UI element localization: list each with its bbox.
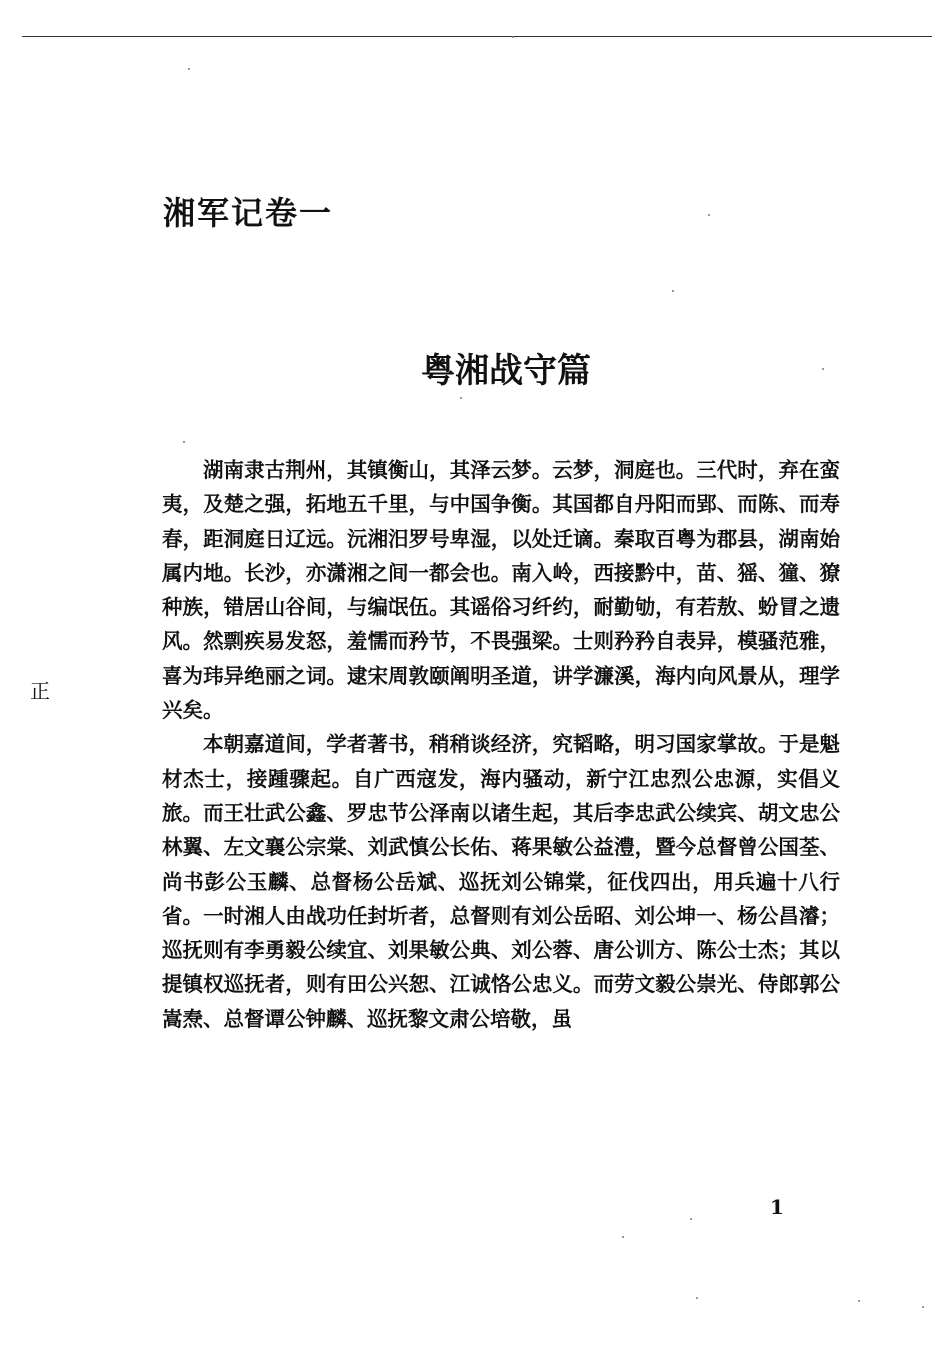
paragraph-2: 本朝嘉道间，学者著书，稍稍谈经济，究韬略，明习国家掌故。于是魁材杰士，接踵骤起。自广西寇发，海内骚动，新宁江忠烈公忠源，实倡义旅。而王壮武公鑫、罗忠节公泽南以诸生起，其后李忠武公续宾、胡文忠公林翼、左文襄公宗棠、刘武慎公长佑、蒋果敏公益澧，暨今总督曾公国荃、尚书彭公玉麟、总督杨公岳斌、巡抚刘公锦棠，征伐四出，用兵遍十八行省。一时湘人由战功任封圻者，总督则有刘公岳昭、刘公坤一、杨公昌濬；巡抚则有李勇毅公续宜、刘果敏公典、刘公蓉、唐公训方、陈公士杰；其以提镇权巡抚者，则有田公兴恕、江诚恪公忠义。而劳文毅公崇光、侍郎郭公嵩焘、总督谭公钟麟、巡抚黎文肃公培敬，虽 (162, 732, 840, 1031)
margin-note: 正 (30, 679, 50, 703)
body-text (162, 453, 840, 1036)
scan-speck (188, 68, 190, 70)
scan-speck (708, 214, 710, 216)
scan-speck (672, 290, 674, 292)
scan-speck (460, 397, 462, 399)
page-number: 1 (770, 1195, 784, 1219)
scan-speck (822, 368, 824, 370)
scan-speck (922, 1306, 924, 1308)
paragraph-1: 湖南隶古荆州，其镇衡山，其泽云梦。云梦，洞庭也。三代时，弃在蛮夷，及楚之强，拓地五千里，与中国争衡。其国都自丹阳而郢、而陈、而寿春，距洞庭日辽远。沅湘汨罗号卑湿，以处迁谪。秦取百粤为郡县，湖南始属内地。长沙，亦潇湘之间一都会也。南入岭，西接黔中，苗、猺、獞、獠种族，错居山谷间，与编氓伍。其谣俗习纤约，耐勤劬，有若敖、蚡冒之遗风。然剽疾易发怒，羞懦而矜节，不畏强梁。士则矜矜自表异，模骚范雅，喜为玮异绝丽之词。逮宋周敦颐阐明圣道，讲学濂溪，海内向风景从，理学兴矣。 (162, 458, 840, 723)
scan-speck (696, 1297, 698, 1299)
scan-speck (512, 36, 514, 38)
scan-speck (183, 441, 185, 443)
chapter-title: 粤湘战守篇 (421, 351, 591, 391)
volume-title: 湘军记卷一 (163, 194, 334, 232)
scan-speck (690, 1218, 692, 1220)
top-rule (22, 36, 932, 37)
scan-speck (858, 1300, 860, 1302)
scan-speck (622, 1236, 624, 1238)
